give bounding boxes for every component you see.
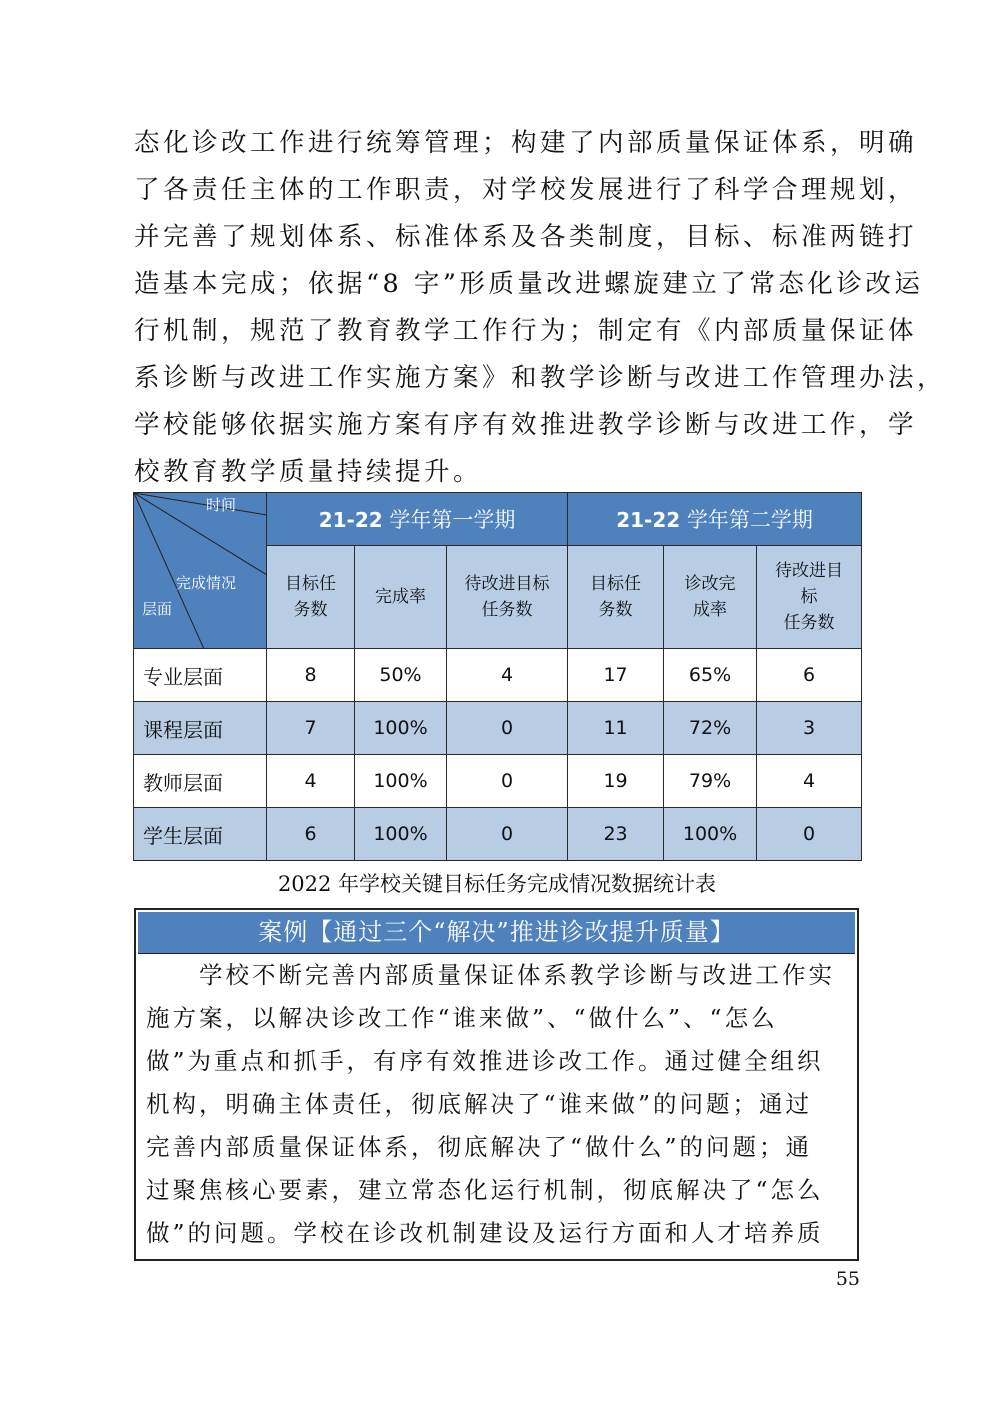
col-header-target-tasks: 目标任 务数 [568,546,664,649]
paragraph-line: 学校能够依据实施方案有序有效推进教学诊断与改进工作，学 [134,410,918,440]
cell: 72% [664,702,757,755]
cell: 100% [355,808,447,861]
cell: 100% [664,808,757,861]
case-line: 机构，明确主体责任，彻底解决了“谁来做”的问题；通过 [146,1090,813,1118]
cell: 50% [355,649,447,702]
table-corner-cell [134,493,267,649]
cell: 4 [267,755,355,808]
cell: 0 [447,755,568,808]
cell: 19 [568,755,664,808]
paragraph-line: 态化诊改工作进行统筹管理；构建了内部质量保证体系，明确 [134,128,918,158]
col-header-diagnosis-completion: 诊改完 成率 [664,546,757,649]
col-header-pending-tasks: 待改进目 标 任务数 [757,546,862,649]
cell: 23 [568,808,664,861]
cell: 79% [664,755,757,808]
paragraph-line: 校教育教学质量持续提升。 [134,457,483,487]
cell: 100% [355,755,447,808]
body-paragraph [134,120,947,496]
case-body [146,954,851,1255]
cell: 6 [267,808,355,861]
table-row [134,649,862,702]
case-line: 过聚焦核心要素，建立常态化运行机制，彻底解决了“怎么 [146,1176,824,1204]
case-box [134,908,859,1261]
col-header-pending-tasks: 待改进目标 任务数 [447,546,568,649]
case-line: 学校不断完善内部质量保证体系教学诊断与改进工作实 [146,961,835,989]
cell: 100% [355,702,447,755]
cell: 3 [757,702,862,755]
cell: 0 [757,808,862,861]
row-level: 教师层面 [134,755,267,808]
target-task-table [133,492,862,861]
table-caption: 2022 年学校关键目标任务完成情况数据统计表 [277,872,717,896]
cell: 17 [568,649,664,702]
page-number: 55 [835,1268,860,1290]
case-line: 做”的问题。学校在诊改机制建设及运行方面和人才培养质 [146,1219,824,1247]
cell: 6 [757,649,862,702]
cell: 0 [447,808,568,861]
case-title: 案例【通过三个“解决”推进诊改提升质量】 [138,912,855,954]
corner-label-time: 时间 [206,496,237,514]
corner-label-level: 层面 [142,600,173,618]
cell: 0 [447,702,568,755]
col-header-target-tasks: 目标任 务数 [267,546,355,649]
col-header-completion-rate: 完成率 [355,546,447,649]
cell: 65% [664,649,757,702]
cell: 8 [267,649,355,702]
paragraph-line: 了各责任主体的工作职责，对学校发展进行了科学合理规划， [134,175,918,205]
paragraph-line: 造基本完成；依据“8 字”形质量改进螺旋建立了常态化诊改运 [134,269,924,299]
paragraph-line: 行机制，规范了教育教学工作行为；制定有《内部质量保证体 [134,316,918,346]
paragraph-line: 并完善了规划体系、标准体系及各类制度，目标、标准两链打 [134,222,918,252]
corner-label-completion: 完成情况 [176,574,237,592]
row-level: 专业层面 [134,649,267,702]
semester2-header: 21-22 学年第二学期 [568,493,862,546]
semester1-header: 21-22 学年第一学期 [267,493,568,546]
row-level: 学生层面 [134,808,267,861]
diagonal-lines [134,493,267,649]
case-line: 做”为重点和抓手，有序有效推进诊改工作。通过健全组织 [146,1047,824,1075]
row-level: 课程层面 [134,702,267,755]
paragraph-line: 系诊断与改进工作实施方案》和教学诊断与改进工作管理办法， [134,363,947,393]
cell: 4 [757,755,862,808]
cell: 7 [267,702,355,755]
cell: 4 [447,649,568,702]
table-row [134,808,862,861]
case-line: 施方案，以解决诊改工作“谁来做”、“做什么”、“怎么 [146,1004,778,1032]
cell: 11 [568,702,664,755]
table-row [134,702,862,755]
case-line: 完善内部质量保证体系，彻底解决了“做什么”的问题；通 [146,1133,813,1161]
table-row [134,755,862,808]
